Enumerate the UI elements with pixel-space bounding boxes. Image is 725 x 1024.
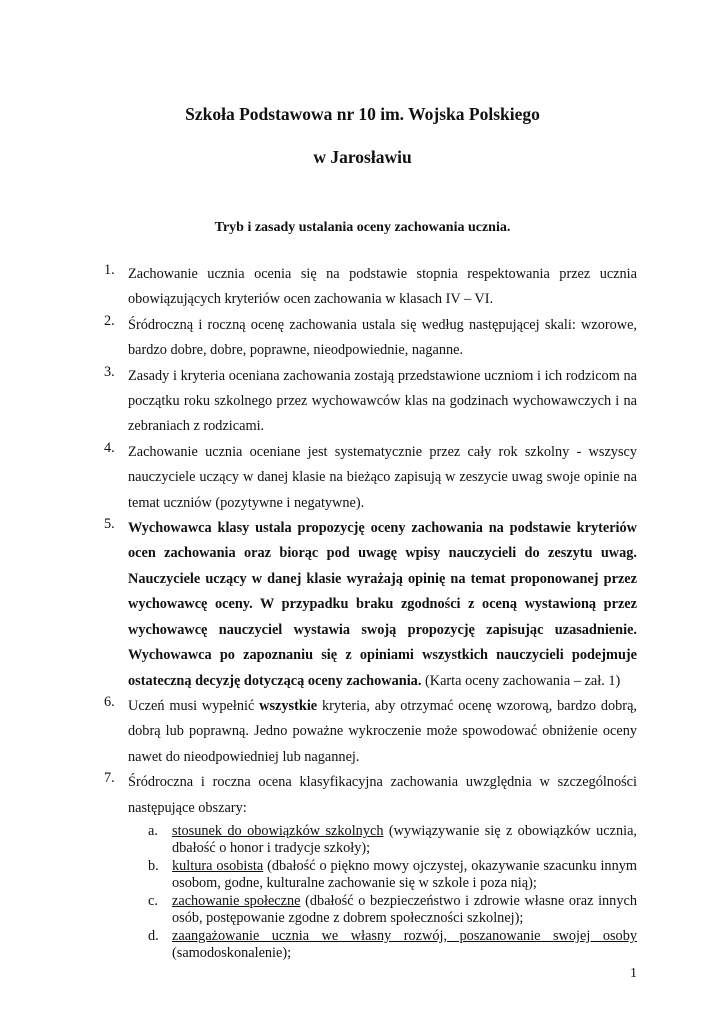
subitem-term: zachowanie społeczne [172,892,301,909]
text-run: Zachowanie ucznia oceniane jest systematycznie przez cały rok szkolny - wszyscy nauczyciele uczący w danej klasie na bieżąco zapisują w zeszycie uwag swoje opinie na temat uczniów (pozytywne i negatywne). [128,443,637,511]
text-run: Zasady i kryteria oceniana zachowania zostają przedstawione uczniom i ich rodzicom na początku roku szkolnego przez wychowawców klas na godzinach wychowawczych i na zebraniach z rodzicami. [128,367,637,435]
subitem-description: (dbałość o piękno mowy ojczystej, okazywanie szacunku innym osobom, godne, kulturalne zachowanie się w szkole i poza nią); [172,857,637,891]
list-item [104,770,637,962]
bold-text: Wychowawca klasy ustala propozycję oceny zachowania na podstawie kryteriów ocen zachowania oraz biorąc pod uwagę wpisy nauczycieli do zeszytu uwag. Nauczyciele uczący w danej klasie wyrażają opinię na temat proponowanej przez wychowawcę oceny. W przypadku braku zgodności z oceną wystawioną przez wychowawcę nauczyciel wystawia swoją propozycję zapisując uzasadnienie. Wychowawca po zapoznaniu się z opiniami wszystkich nauczycieli podejmuje ostateczną decyzję dotyczącą oceny zachowania. [128,520,637,689]
list-item-text [128,440,637,516]
subitem-letter: a. [148,822,158,839]
criteria-sublist [128,823,637,962]
document-subtitle: Tryb i zasady ustalania oceny zachowania ucznia. [214,220,511,235]
text-run: (Karta oceny zachowania – zał. 1) [421,672,621,689]
list-item [104,440,637,516]
list-item-text [128,262,637,313]
list-item-text [128,364,637,440]
list-item-text [128,516,637,694]
school-location-title: w Jarosławiu [313,147,412,167]
subitem-term: stosunek do obowiązków szkolnych [172,822,384,839]
criteria-subitem [128,858,637,892]
list-item [104,694,637,770]
list-item-number: 3. [104,363,115,380]
criteria-subitem [128,893,637,927]
subitem-description: (dbałość o bezpieczeństwo i zdrowie własne oraz innych osób, postępowanie zgodne z dobrem społeczności szkolnej); [172,892,637,926]
list-item-number: 4. [104,439,115,456]
bold-text: wszystkie [259,697,318,714]
text-run: Uczeń musi wypełnić [128,697,260,714]
list-item [104,364,637,440]
list-item [104,262,637,313]
page-number: 1 [630,966,637,981]
criteria-subitem [128,928,637,962]
list-item-text [128,770,637,821]
subitem-letter: c. [148,892,158,909]
text-run: Zachowanie ucznia ocenia się na podstawie stopnia respektowania przez ucznia obowiązujących kryteriów ocen zachowania w klasach IV – VI. [128,266,637,308]
list-item-text [128,694,637,770]
list-item-text [128,313,637,364]
list-item-number: 6. [104,693,115,710]
rules-list [104,262,637,963]
text-run: Śródroczna i roczna ocena klasyfikacyjna zachowania uwzględnia w szczególności następujące obszary: [128,774,637,816]
subitem-description: (wywiązywanie się z obowiązków ucznia, dbałość o honor i tradycje szkoły); [172,822,637,856]
list-item [104,313,637,364]
text-run: Śródroczną i roczną ocenę zachowania ustala się według następującej skali: wzorowe, bardzo dobre, dobre, poprawne, nieodpowiednie, naganne. [128,316,637,359]
text-run: kryteria, aby otrzymać ocenę wzorową, bardzo dobrą, dobrą lub poprawną. Jedno poważne wykroczenie może spowodować obniżenie oceny nawet do nieodpowiedniej lub nagannej. [128,697,637,765]
subitem-letter: b. [148,857,159,874]
list-item [104,516,637,694]
list-item-number: 2. [104,312,115,329]
criteria-subitem [128,823,637,857]
list-item-number: 7. [104,770,115,787]
subitem-term: kultura osobista [172,857,264,874]
school-name-title: Szkoła Podstawowa nr 10 im. Wojska Polskiego [185,104,540,124]
list-item-number: 1. [104,262,115,278]
subitem-description: (samodoskonalenie); [172,944,292,961]
subitem-letter: d. [148,927,159,944]
subitem-term: zaangażowanie ucznia we własny rozwój, poszanowanie swojej osoby [172,927,637,944]
list-item-number: 5. [104,516,115,533]
